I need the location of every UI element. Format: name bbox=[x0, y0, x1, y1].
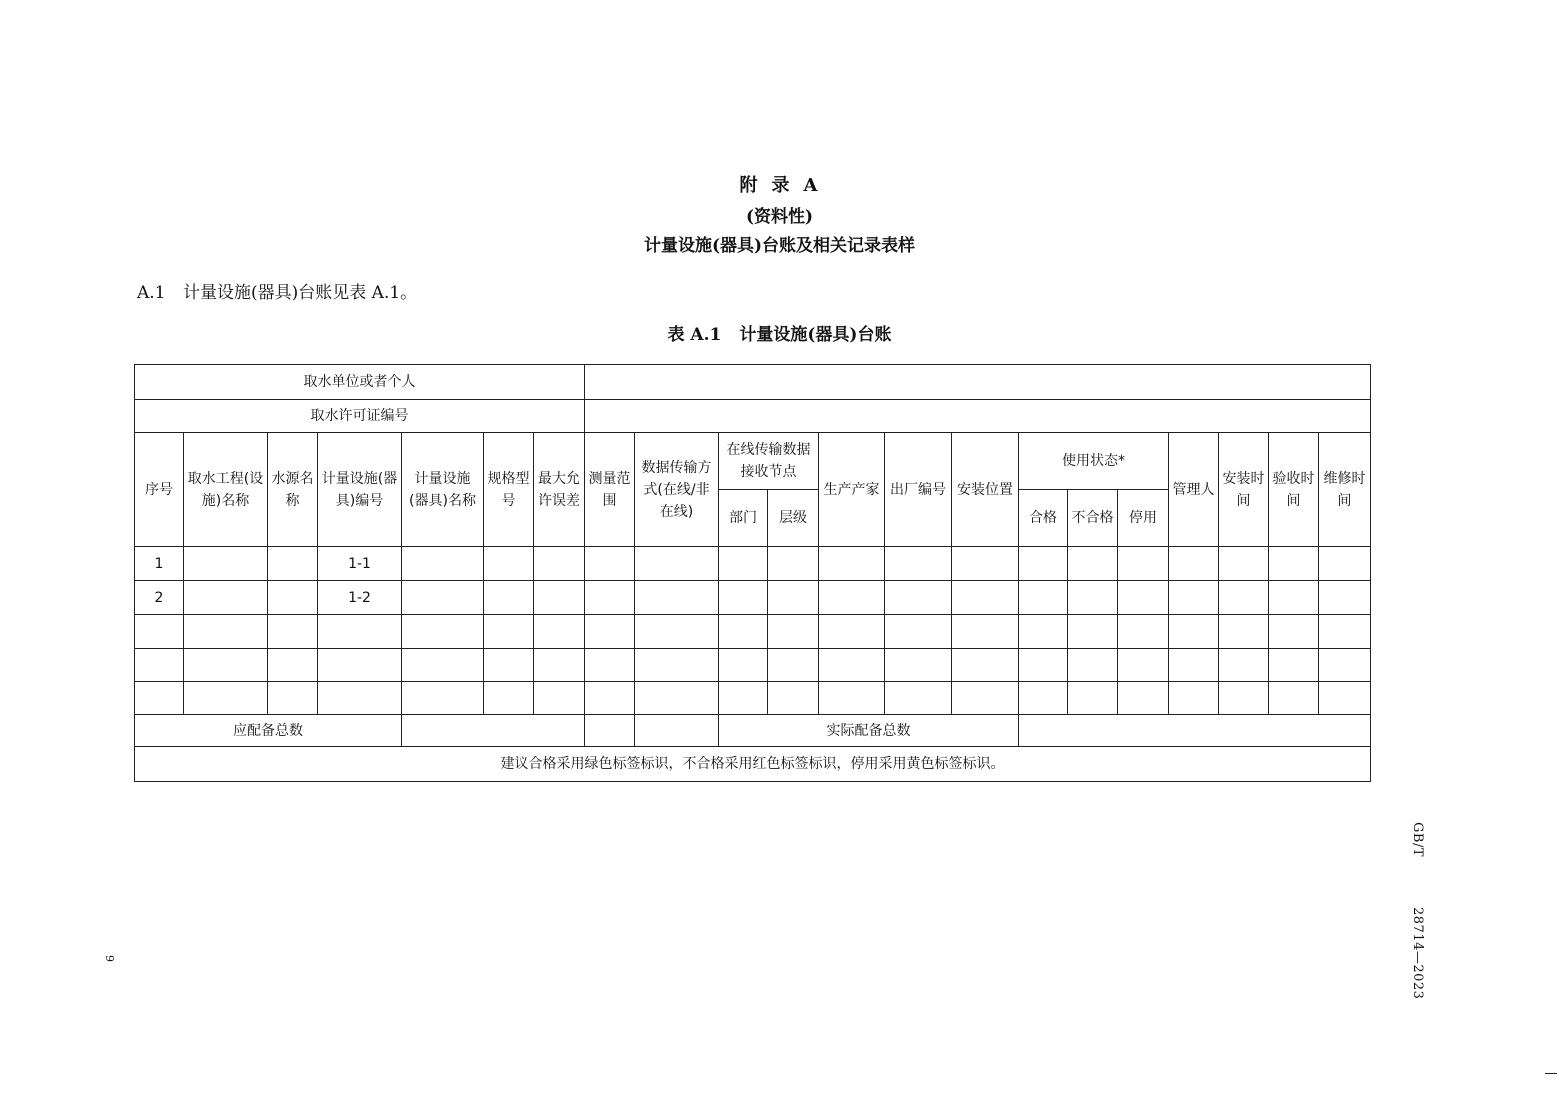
table-cell[interactable] bbox=[1219, 682, 1269, 715]
permit-value[interactable] bbox=[585, 400, 1371, 433]
standard-code bbox=[1410, 822, 1425, 999]
required-total-value[interactable] bbox=[402, 715, 585, 747]
table-cell[interactable] bbox=[1118, 547, 1169, 581]
table-caption-number: 表 A.1 bbox=[667, 325, 722, 345]
table-cell[interactable] bbox=[1269, 581, 1319, 615]
table-cell[interactable] bbox=[1219, 615, 1269, 649]
table-cell[interactable] bbox=[484, 581, 534, 615]
header-status: 使用状态* bbox=[1019, 433, 1169, 490]
table-cell[interactable] bbox=[1269, 682, 1319, 715]
header-transmission: 数据传输方式(在线/非在线) bbox=[635, 433, 719, 547]
table-cell[interactable] bbox=[635, 682, 719, 715]
table-cell[interactable] bbox=[268, 547, 318, 581]
permit-label: 取水许可证编号 bbox=[135, 400, 585, 433]
table-cell[interactable] bbox=[768, 581, 819, 615]
table-cell[interactable] bbox=[635, 649, 719, 682]
table-cell[interactable] bbox=[268, 649, 318, 682]
standard-prefix: GB/T bbox=[1410, 822, 1425, 857]
unit-row bbox=[135, 365, 1371, 400]
table-cell[interactable] bbox=[885, 581, 952, 615]
paragraph-text: 计量设施(器具)台账见表 A.1。 bbox=[183, 283, 418, 303]
table-cell[interactable] bbox=[819, 547, 885, 581]
table-caption bbox=[0, 320, 1559, 345]
table-row bbox=[135, 615, 1371, 649]
unit-label: 取水单位或者个人 bbox=[135, 365, 585, 400]
table-cell[interactable] bbox=[402, 682, 484, 715]
paragraph-a1 bbox=[137, 278, 417, 303]
row-device-no: 1-1 bbox=[318, 547, 402, 581]
header-status-ok: 合格 bbox=[1019, 490, 1068, 547]
table-cell[interactable] bbox=[402, 649, 484, 682]
header-node-level: 层级 bbox=[768, 490, 819, 547]
table-cell[interactable] bbox=[1068, 649, 1118, 682]
table-cell[interactable] bbox=[268, 682, 318, 715]
table-cell[interactable] bbox=[819, 649, 885, 682]
table-cell[interactable] bbox=[1219, 581, 1269, 615]
actual-total-value[interactable] bbox=[1019, 715, 1371, 747]
table-cell[interactable] bbox=[1068, 581, 1118, 615]
table-cell[interactable] bbox=[1068, 547, 1118, 581]
totals-row bbox=[135, 715, 1371, 747]
table-cell[interactable] bbox=[1319, 649, 1371, 682]
header-project: 取水工程(设施)名称 bbox=[184, 433, 268, 547]
appendix-title: 计量设施(器具)台账及相关记录表样 bbox=[643, 236, 916, 256]
table-cell[interactable] bbox=[952, 682, 1019, 715]
table-cell[interactable] bbox=[635, 547, 719, 581]
table-cell[interactable] bbox=[768, 649, 819, 682]
header-row-1 bbox=[135, 433, 1371, 490]
table-cell[interactable] bbox=[635, 615, 719, 649]
table-cell[interactable] bbox=[534, 649, 585, 682]
row-seq bbox=[135, 649, 184, 682]
appendix-label-1: 附 bbox=[739, 175, 760, 196]
table-cell[interactable] bbox=[635, 581, 719, 615]
header-seq: 序号 bbox=[135, 433, 184, 547]
table-cell[interactable] bbox=[1319, 682, 1371, 715]
row-device-no bbox=[318, 649, 402, 682]
header-device-no: 计量设施(器具)编号 bbox=[318, 433, 402, 547]
table-cell[interactable] bbox=[1169, 547, 1219, 581]
standard-number: 28714—2023 bbox=[1410, 907, 1425, 1000]
table-cell[interactable] bbox=[1269, 615, 1319, 649]
table-cell[interactable] bbox=[1169, 682, 1219, 715]
header-manufacturer: 生产产家 bbox=[819, 433, 885, 547]
header-accept-time: 验收时间 bbox=[1269, 433, 1319, 547]
table-cell[interactable] bbox=[1019, 682, 1068, 715]
table-cell[interactable] bbox=[952, 649, 1019, 682]
table-row bbox=[135, 547, 1371, 581]
header-status-fail: 不合格 bbox=[1068, 490, 1118, 547]
table-cell[interactable] bbox=[1169, 649, 1219, 682]
table-cell[interactable] bbox=[1319, 547, 1371, 581]
table-cell[interactable] bbox=[952, 547, 1019, 581]
table-cell[interactable] bbox=[402, 615, 484, 649]
table-cell[interactable] bbox=[1068, 682, 1118, 715]
corner-mark bbox=[1545, 1073, 1557, 1074]
table-cell[interactable] bbox=[719, 682, 768, 715]
table-cell[interactable] bbox=[1019, 581, 1068, 615]
appendix-label-2: 录 bbox=[771, 175, 792, 196]
table-cell[interactable] bbox=[484, 682, 534, 715]
table-cell[interactable] bbox=[402, 581, 484, 615]
table-row bbox=[135, 581, 1371, 615]
table-cell[interactable] bbox=[819, 615, 885, 649]
table-cell[interactable] bbox=[719, 615, 768, 649]
header-node: 在线传输数据接收节点 bbox=[719, 433, 819, 490]
header-device-name: 计量设施(器具)名称 bbox=[402, 433, 484, 547]
table-cell[interactable] bbox=[719, 581, 768, 615]
table-cell[interactable] bbox=[184, 682, 268, 715]
table-cell[interactable] bbox=[184, 615, 268, 649]
table-cell[interactable] bbox=[952, 581, 1019, 615]
table-cell[interactable] bbox=[768, 682, 819, 715]
table-cell[interactable] bbox=[952, 615, 1019, 649]
table-cell[interactable] bbox=[402, 547, 484, 581]
table-cell[interactable] bbox=[585, 547, 635, 581]
header-factory-no: 出厂编号 bbox=[885, 433, 952, 547]
table-note: 建议合格采用绿色标签标识，不合格采用红色标签标识，停用采用黄色标签标识。 bbox=[135, 747, 1371, 782]
header-range: 测量范围 bbox=[585, 433, 635, 547]
header-manager: 管理人 bbox=[1169, 433, 1219, 547]
table-cell[interactable] bbox=[885, 615, 952, 649]
table-cell[interactable] bbox=[1019, 649, 1068, 682]
table-cell[interactable] bbox=[1269, 649, 1319, 682]
table-cell[interactable] bbox=[534, 547, 585, 581]
table-cell[interactable] bbox=[885, 649, 952, 682]
table-row bbox=[135, 682, 1371, 715]
table-cell[interactable] bbox=[1219, 547, 1269, 581]
table-cell[interactable] bbox=[585, 649, 635, 682]
appendix-letter: A bbox=[803, 175, 820, 196]
table-cell[interactable] bbox=[484, 547, 534, 581]
row-device-no: 1-2 bbox=[318, 581, 402, 615]
table-cell[interactable] bbox=[719, 649, 768, 682]
table-cell[interactable] bbox=[1118, 615, 1169, 649]
table-cell[interactable] bbox=[484, 649, 534, 682]
table-cell[interactable] bbox=[1169, 615, 1219, 649]
table-cell[interactable] bbox=[1118, 682, 1169, 715]
table-cell[interactable] bbox=[1169, 581, 1219, 615]
totals-cell[interactable] bbox=[635, 715, 719, 747]
table-cell[interactable] bbox=[1118, 649, 1169, 682]
permit-row bbox=[135, 400, 1371, 433]
table-cell[interactable] bbox=[268, 615, 318, 649]
table-cell[interactable] bbox=[585, 615, 635, 649]
table-cell[interactable] bbox=[819, 581, 885, 615]
table-cell[interactable] bbox=[268, 581, 318, 615]
table-cell[interactable] bbox=[585, 581, 635, 615]
row-seq bbox=[135, 615, 184, 649]
table-cell[interactable] bbox=[184, 581, 268, 615]
required-total-label: 应配备总数 bbox=[135, 715, 402, 747]
appendix-heading bbox=[0, 171, 1559, 197]
table-cell[interactable] bbox=[768, 615, 819, 649]
table-cell[interactable] bbox=[534, 682, 585, 715]
note-row bbox=[135, 747, 1371, 782]
header-repair-time: 维修时间 bbox=[1319, 433, 1371, 547]
table-cell[interactable] bbox=[184, 547, 268, 581]
header-status-stop: 停用 bbox=[1118, 490, 1169, 547]
table-cell[interactable] bbox=[534, 581, 585, 615]
row-seq bbox=[135, 682, 184, 715]
row-device-no bbox=[318, 682, 402, 715]
table-row bbox=[135, 649, 1371, 682]
table-cell[interactable] bbox=[768, 547, 819, 581]
table-cell[interactable] bbox=[1019, 615, 1068, 649]
table-cell[interactable] bbox=[1319, 615, 1371, 649]
appendix-nature: (资料性) bbox=[745, 207, 814, 227]
row-seq: 1 bbox=[135, 547, 184, 581]
totals-cell[interactable] bbox=[585, 715, 635, 747]
header-source: 水源名称 bbox=[268, 433, 318, 547]
table-cell[interactable] bbox=[819, 682, 885, 715]
table-cell[interactable] bbox=[1068, 615, 1118, 649]
row-device-no bbox=[318, 615, 402, 649]
table-cell[interactable] bbox=[1118, 581, 1169, 615]
paragraph-number: A.1 bbox=[137, 283, 166, 303]
table-cell[interactable] bbox=[719, 547, 768, 581]
table-cell[interactable] bbox=[1269, 547, 1319, 581]
table-cell[interactable] bbox=[585, 682, 635, 715]
actual-total-label: 实际配备总数 bbox=[719, 715, 1019, 747]
table-cell[interactable] bbox=[1019, 547, 1068, 581]
header-node-dept: 部门 bbox=[719, 490, 768, 547]
table-cell[interactable] bbox=[885, 547, 952, 581]
ledger-table bbox=[134, 364, 1371, 782]
header-max-error: 最大允许误差 bbox=[534, 433, 585, 547]
table-cell[interactable] bbox=[885, 682, 952, 715]
table-cell[interactable] bbox=[184, 649, 268, 682]
table-cell[interactable] bbox=[534, 615, 585, 649]
table-caption-title: 计量设施(器具)台账 bbox=[739, 325, 892, 345]
table-cell[interactable] bbox=[484, 615, 534, 649]
header-location: 安装位置 bbox=[952, 433, 1019, 547]
table-cell[interactable] bbox=[1219, 649, 1269, 682]
table-cell[interactable] bbox=[1319, 581, 1371, 615]
header-install-time: 安装时间 bbox=[1219, 433, 1269, 547]
unit-value[interactable] bbox=[585, 365, 1371, 400]
page-number: 9 bbox=[103, 955, 116, 962]
row-seq: 2 bbox=[135, 581, 184, 615]
header-model: 规格型号 bbox=[484, 433, 534, 547]
